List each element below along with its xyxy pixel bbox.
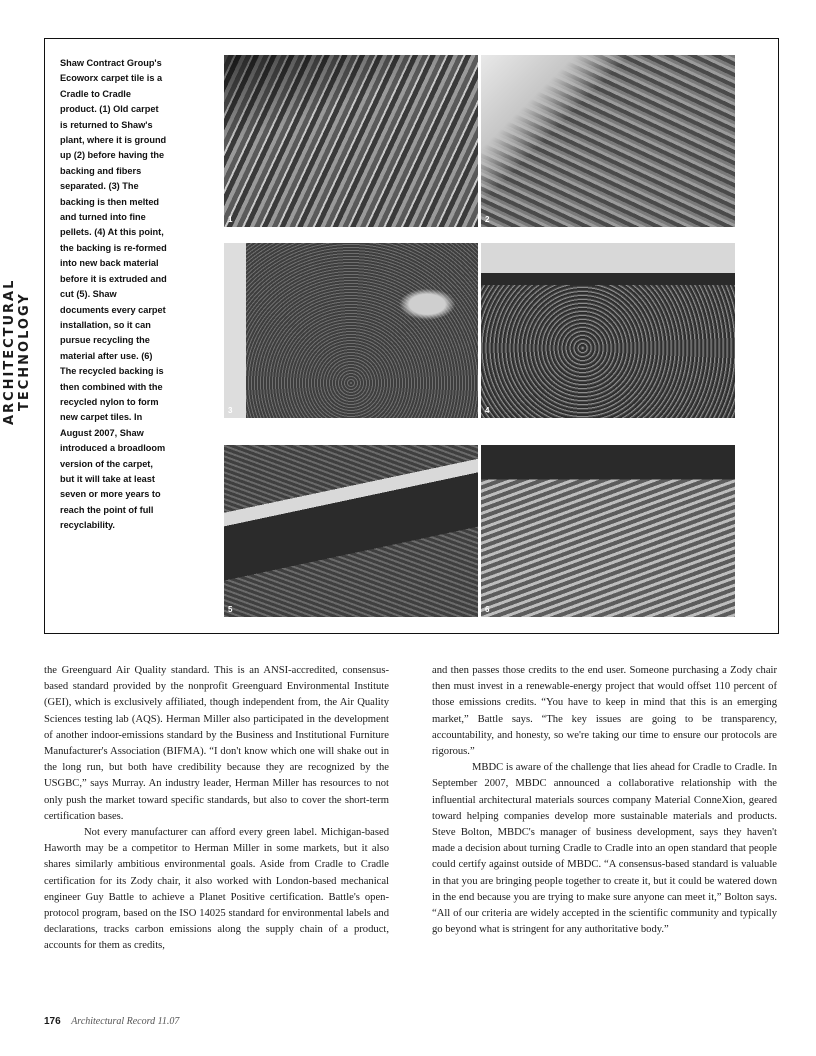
paragraph: Not every manufacturer can afford every green label. Michigan-based Haworth may be a competitor to Herman Miller in some markets, but it also shares similarly ambitious environmental goals. Aside from Cradle to Cradle certification for its Zody chair, it also worked with London-based mechanical engineer Guy Battle to achieve a Planet Positive certification. Battle's open-protocol program, based on the ISO 14025 standard for environmental labels and declarations, tracks carbon emissions along the supply chain of a product, accounts for them as credits,	[44, 827, 389, 952]
paragraph: and then passes those credits to the end user. Someone purchasing a Zody chair then must invest in a renewable-energy project that would offset 110 percent of those emissions credits. “You have to keep in mind that this is an emerging market,” Battle says. “The key issues are going to be transparency, accountability, and honesty, so we're taking our time to ensure our protocols are rigorous.”	[432, 665, 777, 758]
figure-caption: Shaw Contract Group's Ecoworx carpet tile is a Cradle to Cradle product. (1) Old carpet is returned to Shaw's plant, where it is ground up (2) before having the backing and fibers separated. (3) The backing is then melted and turned into fine pellets. (4) At this point, the backing is re-formed into new back material before it is extruded and cut (5). Shaw documents every carpet installation, so it can pursue recycling the material after use. (6) The recycled backing is then combined with the recycled nylon to form new carpet tiles. In August 2007, Shaw introduced a broadloom version of the carpet, but it will take at least seven or more years to reach the point of full recyclability.	[60, 58, 167, 531]
section-label: ARCHITECTURAL TECHNOLOGY	[2, 278, 32, 426]
photo-number: 4	[485, 406, 490, 415]
photo-carpet-returned	[224, 55, 478, 227]
photo-number: 5	[228, 605, 233, 614]
page-footer	[44, 1016, 179, 1027]
magazine-issue: Architectural Record 11.07	[71, 1016, 180, 1027]
photo-number: 6	[485, 605, 490, 614]
photo-backing-pellets	[224, 243, 478, 418]
photo-carpet-ground	[481, 55, 735, 227]
article-column-right	[432, 663, 777, 938]
page-number: 176	[44, 1016, 61, 1027]
paragraph: the Greenguard Air Quality standard. This is an ANSI-accredited, consensus-based standard provided by the nonprofit Greenguard Environmental Institute (GEI), which is exclusively affiliated, though independent from, the Air Quality Sciences testing lab (AQS). Herman Miller also participated in the development of another indoor-emissions standard by the Business and Institutional Furniture Manufacturer's Association (BIFMA). “I don't know which one will shake out in the long run, but both have credibility because they are recognized by the USGBC,” says Murray. An industry leader, Herman Miller has resources to not only push the market toward specific standards, but also to cover the short-term certification bases.	[44, 665, 389, 822]
photo-number: 1	[228, 215, 233, 224]
article-body	[44, 663, 777, 983]
photo-new-tiles	[481, 445, 735, 617]
photo-number: 2	[485, 215, 490, 224]
paragraph: MBDC is aware of the challenge that lies ahead for Cradle to Cradle. In September 2007, MBDC announced a collaborative relationship with the influential architectural materials sources company Material ConneXion, geared toward helping companies develop more sustainable materials and products. Steve Bolton, MBDC's manager of business development, says they haven't made a decision about turning Cradle to Cradle into an open standard that people could certify against outside of MBDC. “A consensus-based standard is valuable in that you are bringing people together to create it, but it could be watered down in the end because you are trying to make sure anyone can meet it,” Bolton says. “All of our criteria are widely accepted in the scientific community and typically go beyond what is stringent for any authoritative body.”	[432, 762, 777, 936]
photo-reformed-backing	[481, 243, 735, 418]
photo-extruded-cut	[224, 445, 478, 617]
article-column-left	[44, 663, 389, 955]
photo-number: 3	[228, 406, 233, 415]
